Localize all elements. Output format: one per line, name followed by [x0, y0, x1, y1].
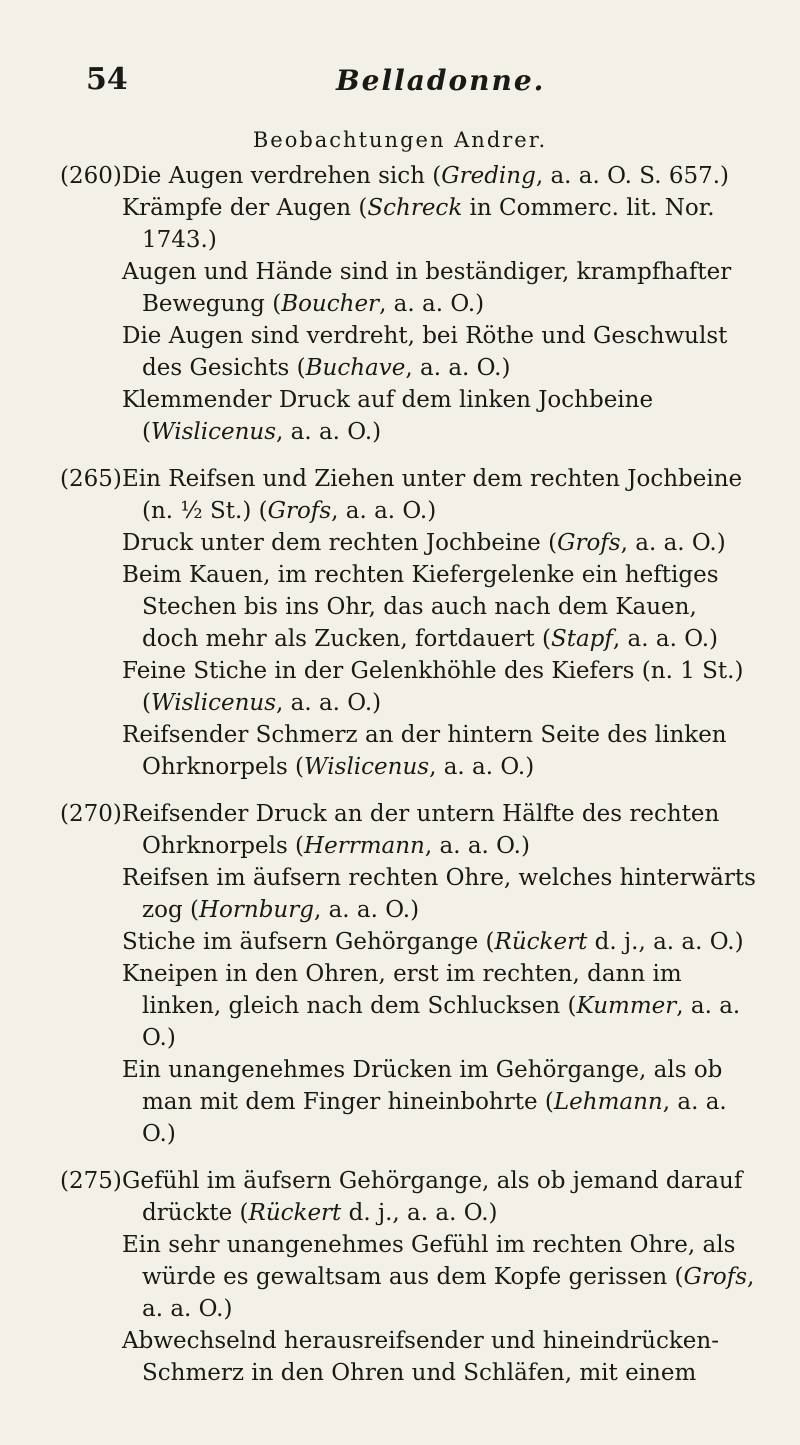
citation-reference: d. j., a. a. O.) — [341, 1200, 498, 1226]
citation-author: Stapf — [550, 626, 613, 652]
citation-reference: , a. a. O.) — [142, 1264, 755, 1322]
citation-open: ( — [251, 498, 268, 524]
symptom-entry — [60, 384, 760, 448]
citation-author: Grofs — [557, 530, 621, 556]
citation-open: ( — [142, 419, 151, 445]
symptom-entry — [60, 160, 760, 192]
citation-author: Herrmann — [304, 833, 425, 859]
citation-open: ( — [351, 195, 368, 221]
symptom-entry — [60, 256, 760, 320]
citation-author: Schreck — [367, 195, 463, 221]
symptom-group — [60, 1165, 760, 1389]
citation-author: Lehmann — [553, 1089, 663, 1115]
citation-open: ( — [182, 897, 199, 923]
symptom-entry — [60, 1229, 760, 1325]
citation-reference: , a. a. O.) — [379, 291, 485, 317]
citation-author: Rückert — [248, 1200, 342, 1226]
symptom-text: Reifsender Schmerz an der hintern Seite des linken Ohrknorpels — [122, 722, 727, 780]
citation-author: Grofs — [267, 498, 332, 524]
citation-reference: , a. a. O.) — [142, 993, 741, 1051]
citation-open: ( — [287, 754, 305, 780]
symptom-entry — [60, 862, 760, 926]
citation-reference: , a. a. O.) — [424, 833, 530, 859]
symptom-entry — [60, 798, 760, 862]
citation-open: ( — [537, 1089, 554, 1115]
symptom-text: Stiche im äufsern Gehörgange — [122, 929, 479, 955]
citation-author: Kummer — [576, 993, 677, 1019]
symptom-entry — [60, 527, 760, 559]
citation-reference: , a. a. O.) — [276, 419, 382, 445]
section-heading: Beobachtungen Andrer. — [252, 128, 548, 152]
symptom-text: Ein Reifsen und Ziehen unter dem rechten Jochbeine (n. ½ St.) — [122, 466, 743, 524]
symptom-entry — [60, 958, 760, 1054]
symptom-text: Druck unter dem rechten Jochbeine — [122, 530, 541, 556]
citation-reference: , a. a. O.) — [612, 626, 718, 652]
citation-open: ( — [560, 993, 577, 1019]
symptom-entry — [60, 1165, 760, 1229]
symptom-text: Augen und Hände sind in beständiger, krampfhafter Bewegung — [122, 259, 732, 317]
symptom-text: Ein unangenehmes Drücken im Gehörgange, als ob man mit dem Finger hineinbohrte — [122, 1057, 723, 1115]
citation-open: ( — [142, 690, 151, 716]
citation-open: ( — [478, 929, 495, 955]
citation-author: Wislicenus — [150, 690, 277, 716]
citation-reference: , a. a. O.) — [331, 498, 437, 524]
citation-open: ( — [289, 355, 306, 381]
symptom-entry — [60, 1054, 760, 1150]
citation-open: ( — [232, 1200, 249, 1226]
citation-reference: d. j., a. a. O.) — [587, 929, 744, 955]
citation-reference: , a. a. O. S. 657.) — [535, 163, 730, 189]
citation-open: ( — [540, 530, 558, 556]
citation-reference: , a. a. O.) — [405, 355, 511, 381]
symptom-text: Die Augen verdrehen sich — [122, 163, 425, 189]
entry-number: (260) — [60, 163, 122, 189]
page-header — [86, 62, 766, 108]
symptom-entry — [60, 926, 760, 958]
symptom-text: Gefühl im äufsern Gehörgange, als ob jemand darauf drückte — [122, 1168, 743, 1226]
citation-reference: , a. a. O.) — [142, 1089, 727, 1147]
symptom-group — [60, 463, 760, 783]
symptom-entry — [60, 719, 760, 783]
citation-reference: , a. a. O.) — [276, 690, 382, 716]
symptom-entries — [60, 160, 760, 1404]
citation-author: Greding — [441, 163, 536, 189]
symptom-text: Reifsender Druck an der untern Hälfte des rechten Ohrknorpels — [122, 801, 720, 859]
symptom-entry — [60, 1325, 760, 1389]
entry-number: (265) — [60, 466, 122, 492]
citation-reference: in Commerc. lit. Nor. 1743.) — [142, 195, 715, 253]
citation-reference: , a. a. O.) — [620, 530, 726, 556]
symptom-text: Reifsen im äufsern rechten Ohre, welches hinterwärts zog — [122, 865, 756, 923]
citation-author: Boucher — [281, 291, 380, 317]
symptom-text: Die Augen sind verdreht, bei Röthe und Geschwulst des Gesichts — [122, 323, 728, 381]
citation-reference: , a. a. O.) — [429, 754, 535, 780]
entry-number: (270) — [60, 801, 122, 827]
symptom-text: Kneipen in den Ohren, erst im rechten, dann im linken, gleich nach dem Schlucksen — [122, 961, 682, 1019]
symptom-entry — [60, 192, 760, 256]
citation-author: Hornburg — [199, 897, 314, 923]
symptom-text: Ein sehr unangenehmes Gefühl im rechten Ohre, als würde es gewaltsam aus dem Kopfe gerissen — [122, 1232, 736, 1290]
page-number: 54 — [86, 62, 128, 97]
symptom-text: Feine Stiche in der Gelenkhöhle des Kiefers (n. 1 St.) — [122, 658, 744, 684]
symptom-text: Abwechselnd herausreifsender und hineindrücken- Schmerz in den Ohren und Schläfen, mit einem — [122, 1328, 720, 1386]
citation-open: ( — [264, 291, 282, 317]
symptom-text: Beim Kauen, im rechten Kiefergelenke ein heftiges Stechen bis ins Ohr, das auch nach dem Kauen, doch mehr als Zucken, fortdauert — [122, 562, 719, 652]
citation-author: Rückert — [494, 929, 588, 955]
citation-author: Buchave — [305, 355, 406, 381]
running-title: Belladonne. — [336, 64, 546, 97]
citation-open: ( — [287, 833, 305, 859]
symptom-group — [60, 160, 760, 448]
citation-author: Wislicenus — [304, 754, 430, 780]
citation-author: Grofs — [683, 1264, 748, 1290]
symptom-entry — [60, 463, 760, 527]
citation-author: Wislicenus — [150, 419, 277, 445]
entry-number: (275) — [60, 1168, 122, 1194]
citation-open: ( — [667, 1264, 684, 1290]
symptom-text: Klemmender Druck auf dem linken Jochbeine — [122, 387, 654, 413]
symptom-entry — [60, 559, 760, 655]
symptom-entry — [60, 655, 760, 719]
citation-reference: , a. a. O.) — [313, 897, 420, 923]
symptom-group — [60, 798, 760, 1150]
symptom-entry — [60, 320, 760, 384]
citation-open: ( — [534, 626, 551, 652]
citation-open: ( — [424, 163, 442, 189]
symptom-text: Krämpfe der Augen — [122, 195, 352, 221]
